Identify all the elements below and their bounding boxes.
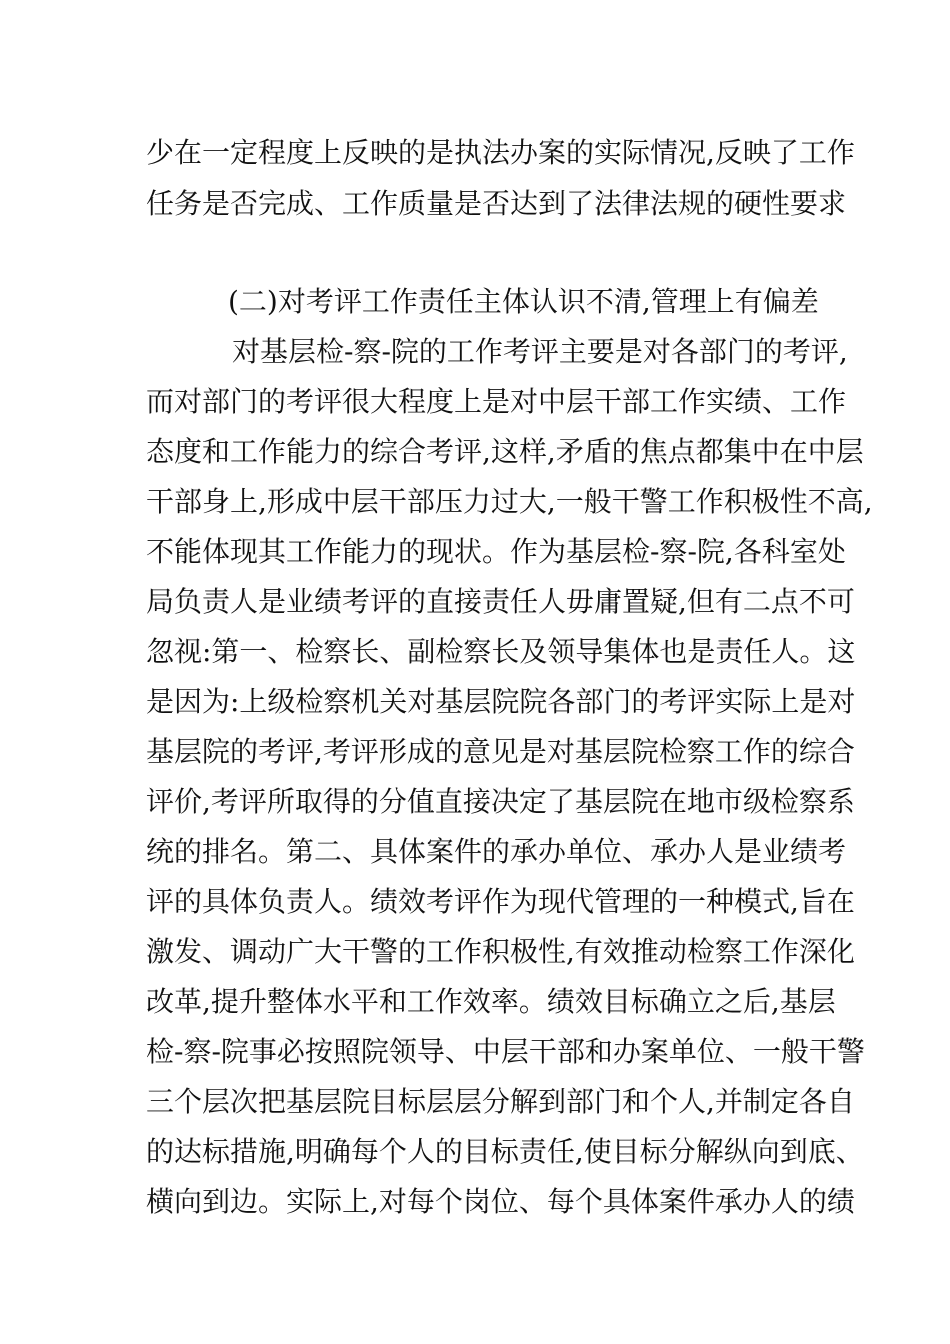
body-line-11: 统的排名。第二、具体案件的承办单位、承办人是业绩考 bbox=[146, 835, 847, 868]
body-line-10: 评价,考评所取得的分值直接决定了基层院在地市级检察系 bbox=[146, 785, 855, 818]
intro-line-1: 少在一定程度上反映的是执法办案的实际情况,反映了工作 bbox=[146, 136, 855, 169]
body-line-18: 横向到边。实际上,对每个岗位、每个具体案件承办人的绩 bbox=[146, 1185, 855, 1218]
body-line-1: 对基层检-察-院的工作考评主要是对各部门的考评, bbox=[232, 335, 848, 368]
body-line-16: 三个层次把基层院目标层层分解到部门和个人,并制定各自 bbox=[146, 1085, 855, 1118]
body-line-7: 忽视:第一、检察长、副检察长及领导集体也是责任人。这 bbox=[146, 635, 856, 668]
body-line-13: 激发、调动广大干警的工作积极性,有效推动检察工作深化 bbox=[146, 935, 855, 968]
body-line-17: 的达标措施,明确每个人的目标责任,使目标分解纵向到底、 bbox=[146, 1135, 864, 1168]
body-line-15: 检-察-院事必按照院领导、中层干部和办案单位、一般干警 bbox=[146, 1035, 865, 1068]
body-line-3: 态度和工作能力的综合考评,这样,矛盾的焦点都集中在中层 bbox=[146, 435, 864, 468]
body-line-4: 干部身上,形成中层干部压力过大,一般干警工作积极性不高, bbox=[146, 485, 873, 518]
intro-line-2: 任务是否完成、工作质量是否达到了法律法规的硬性要求 bbox=[146, 187, 847, 220]
body-line-8: 是因为:上级检察机关对基层院院各部门的考评实际上是对 bbox=[146, 685, 856, 718]
section-heading: (二)对考评工作责任主体认识不清,管理上有偏差 bbox=[228, 285, 819, 318]
body-line-5: 不能体现其工作能力的现状。作为基层检-察-院,各科室处 bbox=[146, 535, 846, 568]
body-line-2: 而对部门的考评很大程度上是对中层干部工作实绩、工作 bbox=[146, 385, 847, 418]
body-line-14: 改革,提升整体水平和工作效率。绩效目标确立之后,基层 bbox=[146, 985, 836, 1018]
body-line-9: 基层院的考评,考评形成的意见是对基层院检察工作的综合 bbox=[146, 735, 855, 768]
body-line-12: 评的具体负责人。绩效考评作为现代管理的一种模式,旨在 bbox=[146, 885, 855, 918]
body-line-6: 局负责人是业绩考评的直接责任人毋庸置疑,但有二点不可 bbox=[146, 585, 855, 618]
